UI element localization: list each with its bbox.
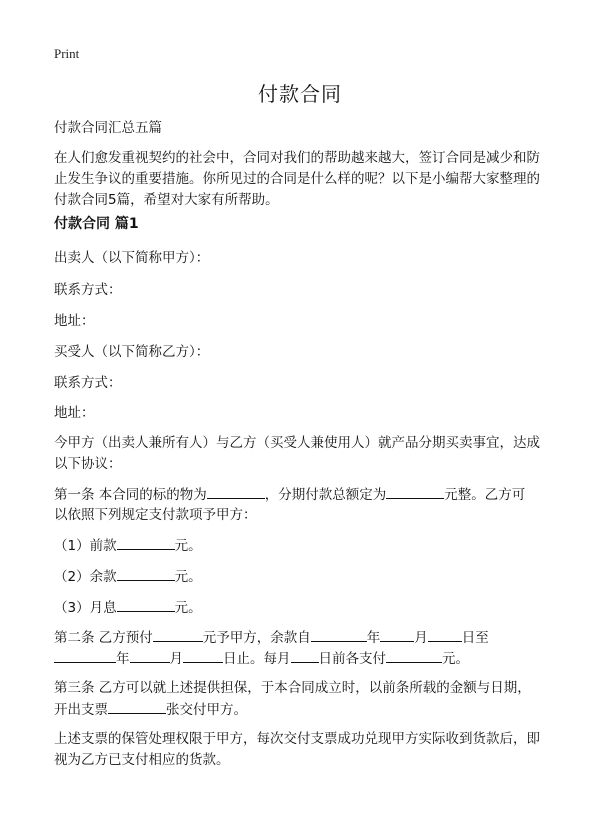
seller-contact-line: 联系方式：	[54, 282, 122, 298]
blank-end-year	[54, 648, 116, 663]
seller-line: 出卖人（以下简称甲方）：	[54, 250, 210, 266]
blank-subject	[207, 484, 265, 499]
blank-balance	[117, 566, 175, 581]
buyer-line: 买受人（以下简称乙方）：	[54, 344, 210, 360]
blank-check-count	[108, 699, 166, 714]
article-2-text-c: 日止。每月	[223, 651, 291, 667]
item-1-unit: 元。	[174, 538, 202, 554]
final-paragraph: 上述支票的保管处理权限于甲方，每次交付支票成功兑现甲方实际收到货款后，即视为乙方已支付相应的货款。	[54, 731, 540, 768]
item-3-unit: 元。	[174, 600, 202, 616]
item-2-unit: 元。	[174, 569, 202, 585]
intro-paragraph: 在人们愈发重视契约的社会中，合同对我们的帮助越来越大，签订合同是减少和防止发生争议的重要措施。你所见过的合同是什么样的呢？以下是小编帮大家整理的付款合同5篇，希望对大家有所帮助。	[54, 150, 540, 208]
article-2-text-d: 日前各支付	[318, 651, 386, 667]
article-1-line-1	[54, 484, 550, 506]
section-heading: 付款合同 篇1	[54, 216, 139, 232]
article-3-text-b: 张交付甲方。	[166, 702, 247, 718]
item-2-label: （2）余款	[54, 569, 117, 585]
blank-monthly-day	[291, 648, 319, 663]
blank-monthly-amount	[386, 648, 442, 663]
print-link[interactable]: Print	[54, 46, 80, 61]
article-2-text-a: 第二条 乙方预付	[54, 630, 153, 646]
item-1-line	[54, 535, 550, 557]
blank-start-month	[380, 627, 414, 642]
blank-interest	[117, 597, 175, 612]
blank-down-payment	[117, 535, 175, 550]
month-label: 月	[169, 651, 183, 667]
buyer-address-line: 地址：	[54, 405, 95, 421]
item-3-label: （3）月息	[54, 600, 117, 616]
blank-start-year	[311, 627, 367, 642]
agreement-line-1: 今甲方（出卖人兼所有人）与乙方（买受人兼使用人）就产品分期买卖事宜，达成	[54, 435, 540, 451]
item-1-label: （1）前款	[54, 538, 117, 554]
article-1-line-2: 以依照下列规定支付款项予甲方：	[54, 507, 257, 523]
agreement-line-2: 以下协议：	[54, 456, 122, 472]
blank-end-month	[130, 648, 170, 663]
year-label: 年	[116, 651, 130, 667]
year-label: 年	[366, 630, 381, 646]
article-3-text-a: 开出支票	[54, 702, 108, 718]
article-1-text-c: 元整。乙方可	[444, 487, 526, 503]
article-1-text-b: ，分期付款总额定为	[264, 487, 387, 503]
item-3-line	[54, 597, 550, 619]
article-2-unit: 元。	[442, 651, 469, 667]
item-2-line	[54, 566, 550, 588]
document-subtitle: 付款合同汇总五篇	[54, 120, 162, 136]
blank-start-day	[428, 627, 462, 642]
day-to-label: 日至	[461, 630, 489, 646]
article-2-line-1	[54, 627, 550, 649]
blank-end-day	[183, 648, 223, 663]
seller-address-line: 地址：	[54, 313, 95, 329]
blank-total	[386, 484, 444, 499]
article-2-text-b: 元予甲方，余款自	[202, 630, 311, 646]
article-2-line-2	[54, 648, 550, 670]
article-3-line-2	[54, 699, 550, 721]
document-title: 付款合同	[258, 82, 342, 106]
article-3-line-1: 第三条 乙方可以就上述提供担保，于本合同成立时，以前条所载的金额与日期，	[54, 680, 531, 696]
blank-prepay	[153, 627, 203, 642]
article-1-text-a: 第一条 本合同的标的物为	[54, 487, 207, 503]
buyer-contact-line: 联系方式：	[54, 375, 122, 391]
month-label: 月	[414, 630, 428, 646]
